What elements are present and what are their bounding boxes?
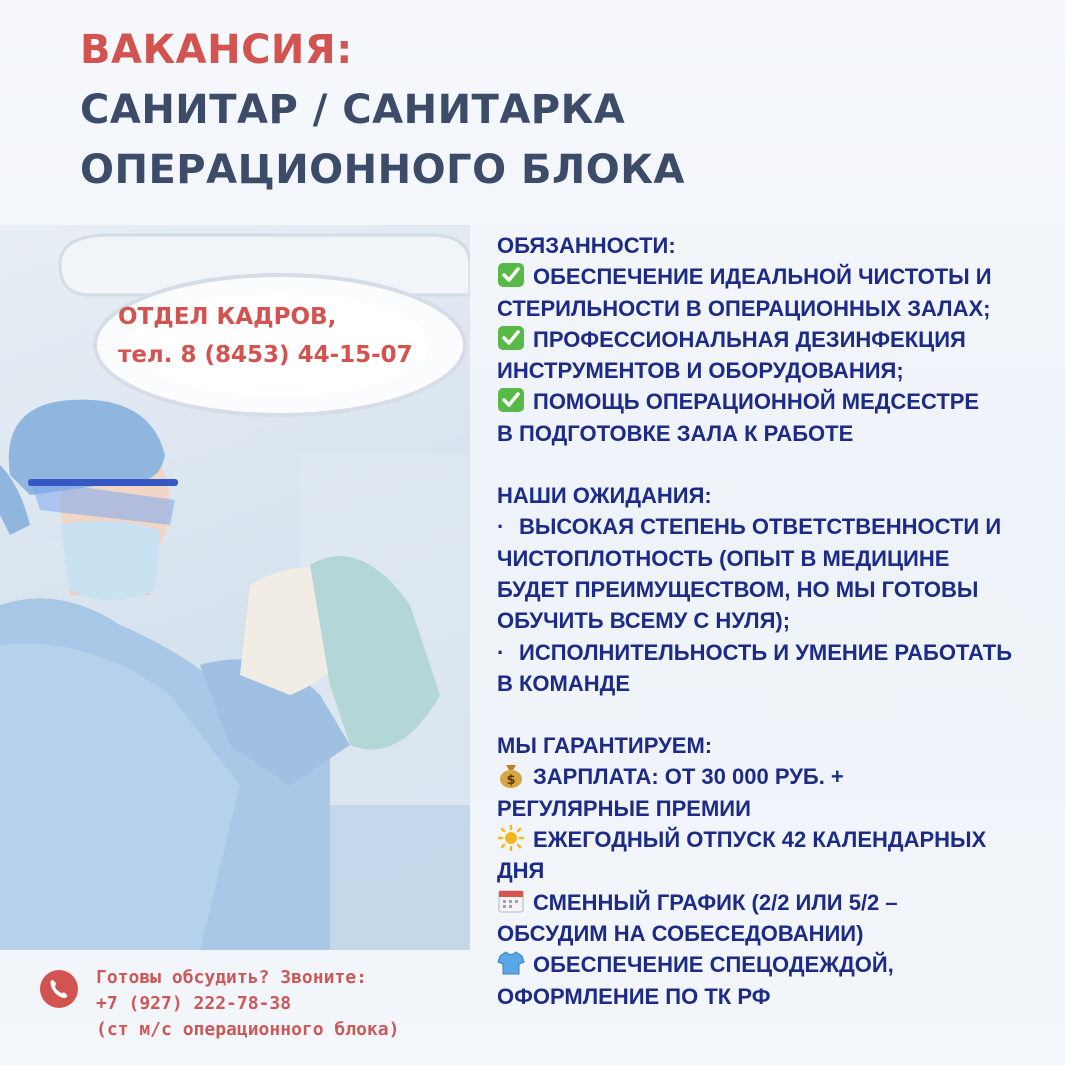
guarantee-item: ОБЕСПЕЧЕНИЕ СПЕЦОДЕЖДОЙ, bbox=[497, 949, 1057, 980]
position-title-line2: ОПЕРАЦИОННОГО БЛОКА bbox=[80, 147, 685, 193]
sun-icon bbox=[497, 825, 525, 851]
guarantees-title: МЫ ГАРАНТИРУЕМ: bbox=[497, 733, 713, 759]
money-bag-icon bbox=[497, 762, 525, 788]
duty-item-cont: ИНСТРУМЕНТОВ И ОБОРУДОВАНИЯ; bbox=[497, 358, 904, 384]
guarantee-item-cont: РЕГУЛЯРНЫЕ ПРЕМИИ bbox=[497, 795, 751, 821]
expectation-item-cont: ЧИСТОПЛОТНОСТЬ (ОПЫТ В МЕДИЦИНЕ bbox=[497, 545, 950, 571]
footer-call-prompt: Готовы обсудить? Звоните: bbox=[96, 967, 367, 988]
shirt-icon bbox=[497, 950, 525, 976]
expectation-item-cont: БУДЕТ ПРЕИМУЩЕСТВОМ, НО МЫ ГОТОВЫ bbox=[497, 576, 979, 602]
duty-item-cont: СТЕРИЛЬНОСТИ В ОПЕРАЦИОННЫХ ЗАЛАХ; bbox=[497, 295, 991, 321]
expectation-item: · ВЫСОКАЯ СТЕПЕНЬ ОТВЕТСТВЕННОСТИ И bbox=[497, 514, 1002, 540]
position-title-line1: САНИТАР / САНИТАРКА bbox=[80, 87, 626, 133]
calendar-icon bbox=[497, 888, 525, 914]
hr-contact bbox=[118, 298, 413, 374]
expectation-item-cont: В КОМАНДЕ bbox=[497, 670, 630, 696]
check-icon bbox=[497, 387, 525, 413]
duty-item: ОБЕСПЕЧЕНИЕ ИДЕАЛЬНОЙ ЧИСТОТЫ И bbox=[497, 261, 1057, 292]
guarantee-item: $ ЗАРПЛАТА: ОТ 30 000 РУБ. + bbox=[497, 761, 1057, 792]
duty-item-cont: В ПОДГОТОВКЕ ЗАЛА К РАБОТЕ bbox=[497, 420, 854, 446]
footer-phone[interactable]: +7 (927) 222-78-38 bbox=[96, 993, 292, 1014]
vacancy-details bbox=[497, 230, 1057, 1012]
guarantee-item-cont: ДНЯ bbox=[497, 858, 545, 884]
hr-phone[interactable]: тел. 8 (8453) 44-15-07 bbox=[118, 342, 413, 368]
expectations-title: НАШИ ОЖИДАНИЯ: bbox=[497, 483, 712, 509]
guarantee-item-cont: ОФОРМЛЕНИЕ ПО ТК РФ bbox=[497, 983, 771, 1009]
duty-item: ПРОФЕССИОНАЛЬНАЯ ДЕЗИНФЕКЦИЯ bbox=[497, 324, 1057, 355]
footer-contact-person: (ст м/с операционного блока) bbox=[96, 1019, 400, 1040]
check-icon bbox=[497, 325, 525, 351]
expectation-item-cont: ОБУЧИТЬ ВСЕМУ С НУЛЯ); bbox=[497, 608, 791, 634]
guarantee-item: СМЕННЫЙ ГРАФИК (2/2 ИЛИ 5/2 – bbox=[497, 887, 1057, 918]
vacancy-title: ВАКАНСИЯ: bbox=[80, 27, 353, 73]
guarantee-item: ЕЖЕГОДНЫЙ ОТПУСК 42 КАЛЕНДАРНЫХ bbox=[497, 824, 1057, 855]
headline bbox=[80, 20, 685, 200]
svg-text:$: $ bbox=[506, 773, 516, 789]
guarantee-item-cont: ОБСУДИМ НА СОБЕСЕДОВАНИИ) bbox=[497, 920, 864, 946]
check-icon bbox=[497, 262, 525, 288]
footer-text bbox=[96, 965, 476, 1043]
phone-icon bbox=[40, 970, 78, 1008]
duties-title: ОБЯЗАННОСТИ: bbox=[497, 233, 676, 258]
hr-label: ОТДЕЛ КАДРОВ, bbox=[118, 304, 337, 330]
expectation-item: · ИСПОЛНИТЕЛЬНОСТЬ И УМЕНИЕ РАБОТАТЬ bbox=[497, 639, 1013, 665]
duty-item: ПОМОЩЬ ОПЕРАЦИОННОЙ МЕДСЕСТРЕ bbox=[497, 386, 1057, 417]
